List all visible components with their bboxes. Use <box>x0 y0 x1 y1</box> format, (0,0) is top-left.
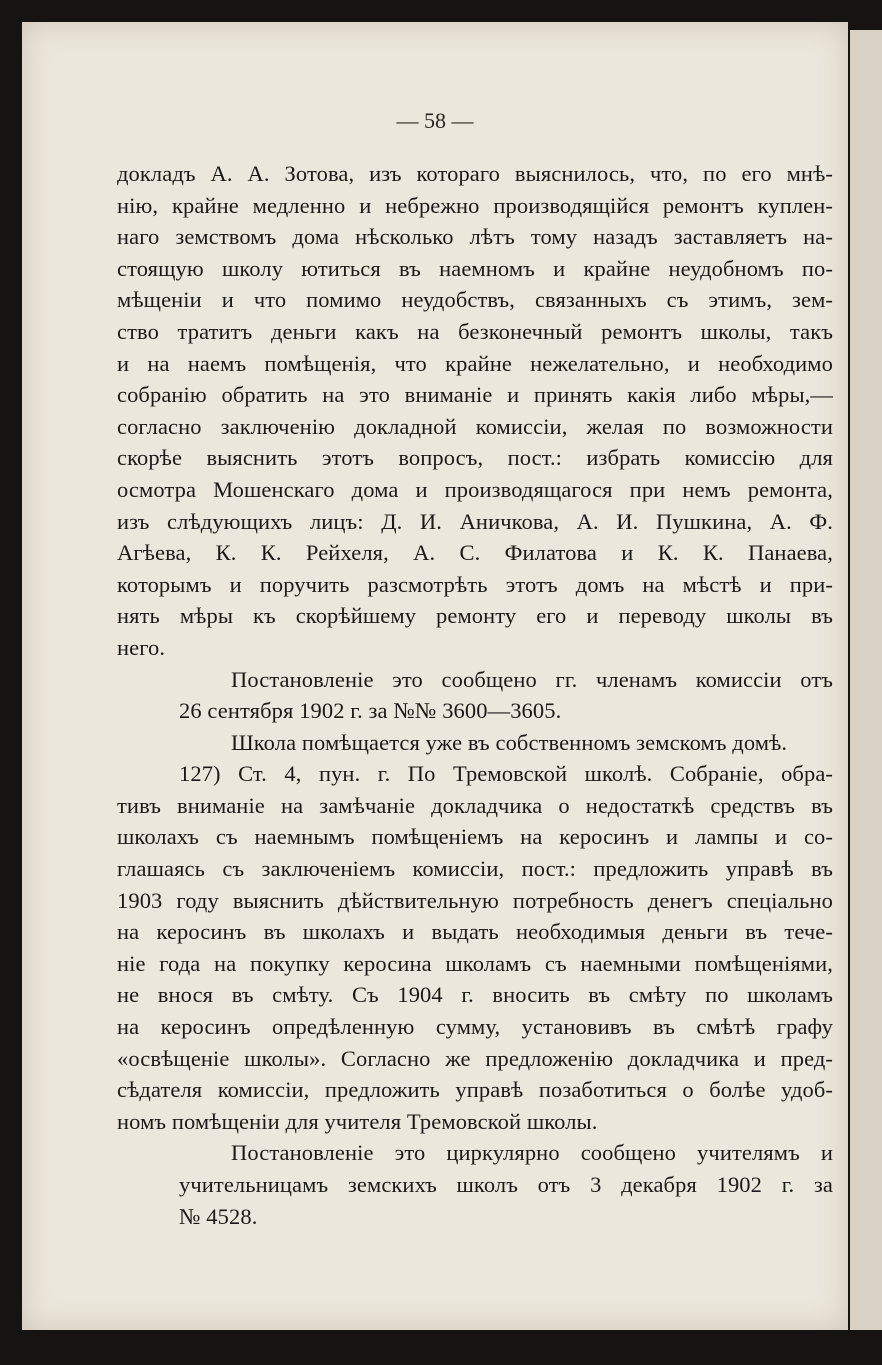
adjacent-page-edge <box>850 30 882 1330</box>
text-line: стоящую школу ютиться въ наемномъ и крайне неудобномъ по- <box>117 255 833 281</box>
text-line: глашаясь съ заключеніемъ комиссіи, пост.: предложить управѣ въ <box>117 856 833 882</box>
text-line: учительницамъ земскихъ школъ отъ 3 декабря 1902 г. за <box>179 1172 833 1197</box>
text-line: «освѣщеніе школы». Согласно же предложенію докладчика и пред- <box>117 1045 833 1071</box>
text-line: нять мѣры къ скорѣйшему ремонту его и переводу школы въ <box>117 603 833 629</box>
page-number: — 58 — <box>396 108 474 133</box>
text-line: наго земствомъ дома нѣсколько лѣтъ тому назадъ заставляетъ на- <box>117 224 833 250</box>
text-line: № 4528. <box>179 1203 258 1229</box>
text-line: на керосинъ опредѣленную сумму, установивъ въ смѣтѣ графу <box>117 1014 833 1040</box>
text-line: которымъ и поручить разсмотрѣть этотъ домъ на мѣстѣ и при- <box>117 571 833 597</box>
text-line: согласно заключенію докладной комиссіи, желая по возможности <box>117 413 833 439</box>
text-line: докладъ А. А. Зотова, изъ котораго выяснилось, что, по его мнѣ- <box>117 161 833 186</box>
text-line: ніе года на покупку керосина школамъ съ наемными помѣщеніями, <box>117 950 833 976</box>
text-line: Постановленіе это циркулярно сообщено учителямъ и <box>231 1140 833 1166</box>
text-line: на керосинъ въ школахъ и выдать необходимыя деньги въ тече- <box>117 919 833 945</box>
text-line: Постановленіе это сообщено гг. членамъ комиссіи отъ <box>231 666 833 692</box>
text-line: 1903 году выяснить дѣйствительную потребность денегъ спеціально <box>117 887 833 913</box>
text-line: не внося въ смѣту. Съ 1904 г. вносить въ смѣту по школамъ <box>117 982 833 1008</box>
text-line: Агѣева, К. К. Рейхеля, А. С. Филатова и К. К. Панаева, <box>117 540 833 566</box>
text-line: Школа помѣщается уже въ собственномъ земскомъ домѣ. <box>231 729 788 755</box>
paragraph-2 <box>117 664 833 727</box>
text-line: тивъ вниманіе на замѣчаніе докладчика о недостаткѣ средствъ въ <box>117 792 833 818</box>
text-line: мѣщеніи и что помимо неудобствъ, связанныхъ съ этимъ, зем- <box>117 287 833 313</box>
page-body <box>117 158 833 1232</box>
paragraph-5 <box>117 1137 833 1232</box>
text-line: школахъ съ наемнымъ помѣщеніемъ на керосинъ и лампы и со- <box>117 824 833 850</box>
text-line: осмотра Мошенскаго дома и производящагося при немъ ремонта, <box>117 476 833 502</box>
text-line: скорѣе выяснить этотъ вопросъ, пост.: избрать комиссію для <box>117 445 833 471</box>
text-line: изъ слѣдующихъ лицъ: Д. И. Аничкова, А. И. Пушкина, А. Ф. <box>117 508 833 534</box>
book-page <box>22 22 848 1330</box>
paragraph-3 <box>117 727 833 759</box>
text-line: номъ помѣщеніи для учителя Тремовской школы. <box>117 1108 598 1134</box>
paragraph-1 <box>117 158 833 664</box>
paragraph-4 <box>117 758 833 1137</box>
text-line: нію, крайне медленно и небрежно производящійся ремонтъ куплен- <box>117 192 833 218</box>
text-line: 26 сентября 1902 г. за №№ 3600—3605. <box>179 698 562 724</box>
text-line: собранію обратить на это вниманіе и принять какія либо мѣры,— <box>117 382 833 408</box>
text-line: него. <box>117 634 166 660</box>
text-line: сѣдателя комиссіи, предложить управѣ позаботиться о болѣе удоб- <box>117 1077 833 1103</box>
text-line: и на наемъ помѣщенія, что крайне нежелательно, и необходимо <box>117 350 833 376</box>
text-line: 127) Ст. 4, пун. г. По Тремовской школѣ. Собраніе, обра- <box>179 761 833 787</box>
text-line: ство тратитъ деньги какъ на безконечный ремонтъ школы, такъ <box>117 318 833 344</box>
